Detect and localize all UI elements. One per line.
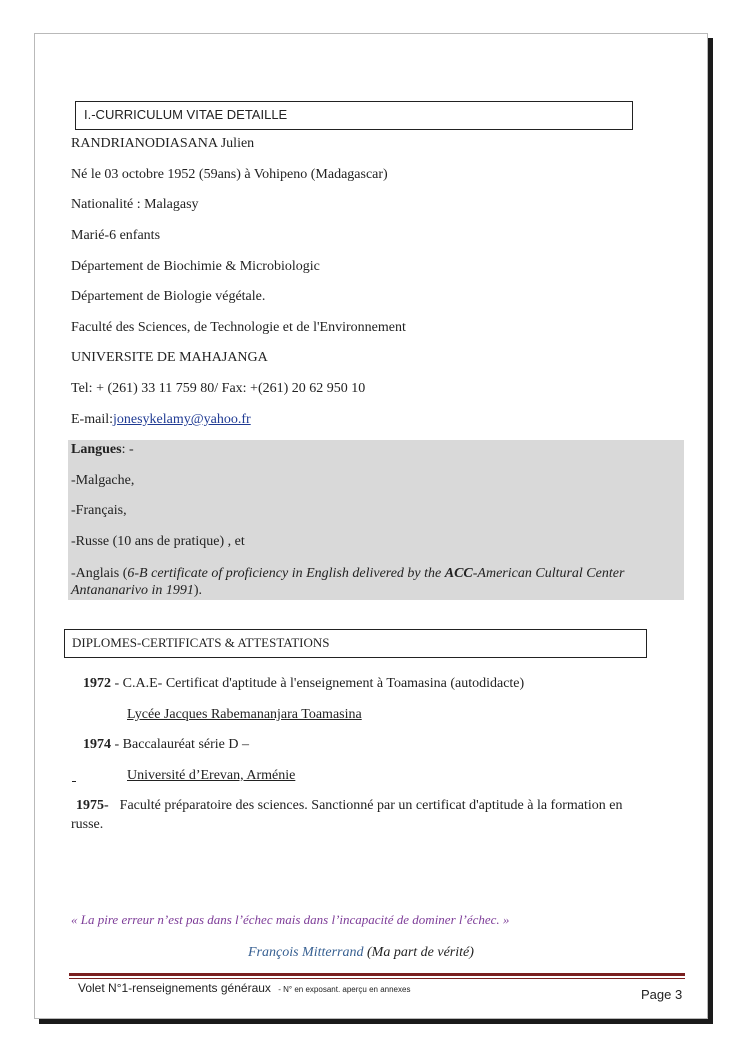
birth-info: Né le 03 octobre 1952 (59ans) à Vohipeno (Madagascar) bbox=[71, 167, 388, 182]
email-line bbox=[71, 411, 251, 428]
diploma-1972 bbox=[83, 675, 524, 692]
language-item: -Russe (10 ans de pratique) , et bbox=[71, 534, 245, 549]
language-english bbox=[71, 565, 624, 582]
section-diplomas-heading bbox=[64, 629, 647, 658]
english-suffix: ). bbox=[193, 583, 203, 598]
language-item: -Malgache, bbox=[71, 473, 135, 488]
email-link[interactable]: jonesykelamy@yahoo.fr bbox=[113, 412, 251, 427]
section-cv-heading bbox=[75, 101, 633, 130]
english-acc: ACC bbox=[444, 566, 473, 581]
footer-left bbox=[78, 981, 410, 995]
faculty: Faculté des Sciences, de Technologie et de l'Environnement bbox=[71, 320, 406, 335]
diploma-year: 1974 bbox=[83, 737, 111, 752]
footer-note: - N° en exposant. aperçu en annexes bbox=[278, 985, 411, 994]
diploma-1975-line2: russe. bbox=[71, 817, 104, 832]
quote-text: « La pire erreur n’est pas dans l’échec mais dans l’incapacité de dominer l’échec. » bbox=[71, 912, 510, 927]
family-status: Marié-6 enfants bbox=[71, 228, 161, 243]
diploma-1972-place: Lycée Jacques Rabemananjara Toamasina bbox=[127, 707, 362, 722]
person-name: RANDRIANODIASANA Julien bbox=[71, 136, 255, 151]
footer-rule-thin bbox=[69, 978, 685, 979]
nationality: Nationalité : Malagasy bbox=[71, 197, 199, 212]
english-city-year: Antananarivo in 1991 bbox=[71, 583, 194, 598]
quote-author: François Mitterrand bbox=[248, 945, 364, 960]
page-shadow-right bbox=[708, 38, 713, 1024]
section-diplomas-title: DIPLOMES-CERTIFICATS & ATTESTATIONS bbox=[72, 635, 330, 650]
languages-label-suffix: : - bbox=[121, 442, 134, 457]
languages-heading bbox=[71, 441, 134, 458]
english-center: -American Cultural Center bbox=[472, 566, 625, 581]
email-label: E-mail: bbox=[71, 412, 113, 427]
english-prefix: -Anglais ( bbox=[71, 566, 128, 581]
diploma-text: C.A.E- Certificat d'aptitude à l'enseignement à Toamasina (autodidacte) bbox=[122, 676, 525, 691]
department-biology: Département de Biologie végétale. bbox=[71, 289, 266, 304]
phone-fax: Tel: + (261) 33 11 759 80/ Fax: +(261) 20 62 950 10 bbox=[71, 381, 366, 396]
diploma-sep: - bbox=[111, 676, 123, 691]
english-cert-text: 6-B certificate of proficiency in English delivered by the bbox=[127, 566, 445, 581]
languages-label: Langues bbox=[71, 442, 122, 457]
diploma-year: 1972 bbox=[83, 676, 111, 691]
quote-source: (Ma part de vérité) bbox=[367, 945, 474, 960]
underline-mark bbox=[72, 781, 76, 782]
department-biochemistry: Département de Biochimie & Microbiologic bbox=[71, 259, 320, 274]
diploma-text: Faculté préparatoire des sciences. Sanctionné par un certificat d'aptitude à la formation en bbox=[119, 798, 623, 813]
diploma-sep: - bbox=[111, 737, 123, 752]
section-cv-title: I.-CURRICULUM VITAE DETAILLE bbox=[84, 107, 288, 122]
page-number: Page 3 bbox=[641, 987, 683, 1002]
diploma-text: Baccalauréat série D – bbox=[122, 737, 249, 752]
footer-rule bbox=[69, 973, 685, 976]
language-item: -Français, bbox=[71, 503, 127, 518]
diploma-1974-place: Université d’Erevan, Arménie bbox=[127, 768, 296, 783]
page-shadow-bottom bbox=[39, 1019, 713, 1024]
language-english-line2 bbox=[71, 582, 202, 599]
quote-attribution bbox=[248, 944, 474, 961]
diploma-1975 bbox=[76, 797, 622, 814]
footer-title: Volet N°1-renseignements généraux bbox=[78, 981, 271, 995]
university: UNIVERSITE DE MAHAJANGA bbox=[71, 350, 268, 365]
diploma-year: 1975- bbox=[76, 798, 109, 813]
diploma-1974 bbox=[83, 736, 249, 753]
